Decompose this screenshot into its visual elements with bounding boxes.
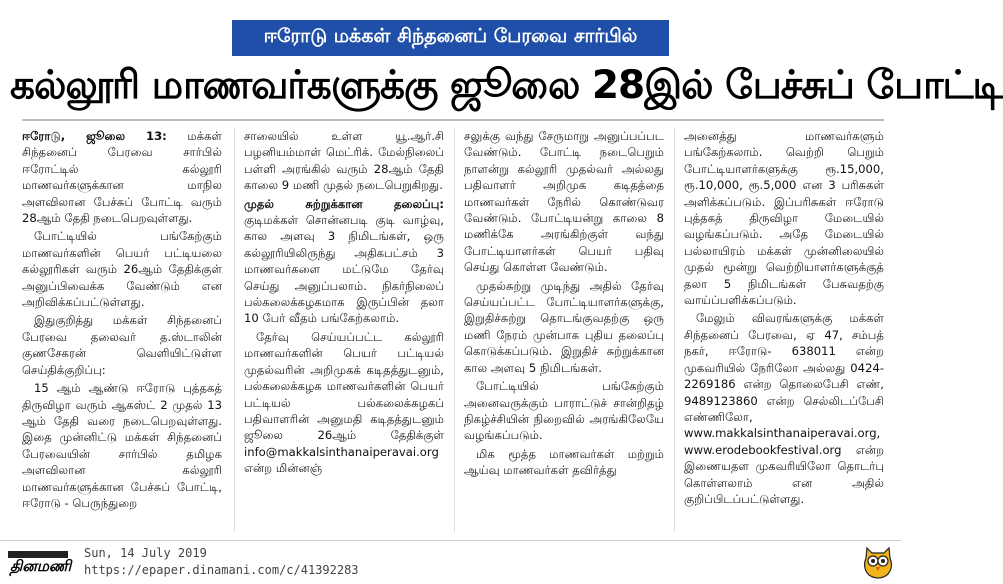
paragraph: சாலையில் உள்ள யூ.ஆர்.சி பழனியம்மாள் மெட்ரிக். மேல்நிலைப் பள்ளி அரங்கில் வரும் 28ஆம் தேதி காலை 9 மணி முதல் நடைபெறுகிறது. xyxy=(244,129,444,193)
paragraph: அனைத்து மாணவர்களும் பங்கேற்கலாம். வெற்றி பெறும் போட்டியாளர்களுக்கு ரூ.15,000, ரூ.10,000, ரூ.5,000 என 3 பரிசுகள் அளிக்கப்படும். இப்பரிசுகள் ஈரோடு புத்தகத் திருவிழா மேடையில் வழங்கப்படும். அதே மேடையில் பல்லாயிரம் மக்கள் முன்னிலையில் முதல் மூன்று வெற்றியாளர்களுக்குத் தலா 5 நிமிடங்கள் பேசுவதற்கு வாய்ப்பளிக்கப்படும். xyxy=(684,129,884,308)
kicker-banner: ஈரோடு மக்கள் சிந்தனைப் பேரவை சார்பில் xyxy=(232,20,670,56)
email-address: info@makkalsinthanaiperavai.org xyxy=(244,444,439,459)
paragraph: சலுக்கு வந்து சேருமாறு அனுப்பப்பட வேண்டும். போட்டி நடைபெறும் நாளன்று கல்லூரி முதல்வர் அல்லது பதிவாளர் அறிமுக கடிதத்தை மாணவர்கள் நேரில் கொண்டுவர வேண்டும். போட்டியன்று காலை 8 மணிக்கே அரங்கிற்குள் வந்து போட்டியாளர்கள் பெயர் பதிவு செய்து கொள்ள வேண்டும். xyxy=(464,129,664,275)
owl-logo-icon xyxy=(861,544,895,580)
paragraph: தேர்வு செய்யப்பட்ட கல்லூரி மாணவர்களின் பெயர் பட்டியல் முதல்வரின் அறிமுகக் கடிதத்துடனும், பல்கலைக்கழக மாணவர்களின் பெயர் பட்டியல் பல்கலைக்கழகப் பதிவாளரின் அனுமதி கடிதத்துடனும் ஜூலை 26ஆம் தேதிக்குள் xyxy=(244,329,444,443)
paragraph: குடிமக்கள் சொன்னபடி குடி வாழ்வு, கால அளவு 3 நிமிடங்கள், ஒரு கல்லூரியிலிருந்து அதிகபட்சம் 3 மாணவர்களை மட்டுமே தேர்வு செய்து அனுப்பலாம். நிகர்நிலைப் பல்கலைக்கழகமாக இருப்பின் தலா 10 பேர் வீதம் பங்கேற்கலாம். xyxy=(244,213,444,326)
paragraph: மிக மூத்த மாணவர்கள் மற்றும் ஆய்வு மாணவர்கள் தவிர்த்து xyxy=(464,446,664,478)
subhead: முதல் சுற்றுக்கான தலைப்பு: xyxy=(244,196,444,211)
epaper-url[interactable]: https://epaper.dinamani.com/c/41392283 xyxy=(84,563,359,577)
paragraph: மக்கள் சிந்தனைப் பேரவை சார்பில் ஈரோட்டில் கல்லூரி மாணவர்களுக்கான மாநில அளவிலான பேச்சுப் போட்டி வரும் 28ஆம் தேதி நடைபெறவுள்ளது. xyxy=(22,129,222,226)
column-1 xyxy=(22,128,222,532)
website-link: www.erodebookfestival.org xyxy=(684,442,842,457)
paragraph: இதுகுறித்து மக்கள் சிந்தனைப் பேரவை தலைவர் த.ஸ்டாலின் குணசேகரன் வெளியிட்டுள்ள செய்திக்குறிப்பு: xyxy=(22,313,222,377)
headline: கல்லூரி மாணவர்களுக்கு ஜூலை 28இல் பேச்சுப் போட்டி xyxy=(10,63,1003,108)
column-4 xyxy=(684,128,884,532)
paragraph: என்ற மின்னஞ் xyxy=(244,461,323,476)
column-divider xyxy=(674,128,675,532)
paragraph: 15 ஆம் ஆண்டு ஈரோடு புத்தகத் திருவிழா வரும் ஆகஸ்ட் 2 முதல் 13 ஆம் தேதி வரை நடைபெறவுள்ளது. இதை முன்னிட்டு மக்கள் சிந்தனைப் பேரவையின் சார்பில் தமிழக அளவிலான கல்லூரி மாணவர்களுக்கான பேச்சுப் போட்டி, ஈரோடு - பெருந்துறை xyxy=(22,381,222,510)
dateline: ஈரோடு, ஜூலை 13: xyxy=(22,129,167,143)
column-divider xyxy=(454,128,455,532)
footer xyxy=(0,540,901,584)
top-divider xyxy=(22,119,884,121)
kicker-banner-wrap xyxy=(0,20,901,56)
publication-date: Sun, 14 July 2019 xyxy=(84,546,207,560)
website-link: www.makkalsinthanaiperavai.org, xyxy=(684,426,881,441)
paragraph: மேலும் விவரங்களுக்கு மக்கள் சிந்தனைப் பேரவை, ஏ 47, சம்பத் நகர், ஈரோடு- 638011 என்ற முகவரியில் நேரிலோ அல்லது 0424-2269186 என்ற தொலைபேசி எண், 9489123860 என்ற செல்லிடப்பேசி எண்ணிலோ, xyxy=(684,311,884,424)
paragraph: போட்டியில் பங்கேற்கும் மாணவர்களின் பெயர் பட்டியலை கல்லூரிகள் வரும் 26ஆம் தேதிக்குள் அனுப்பிவைக்க வேண்டும் என அறிவிக்கப்பட்டுள்ளது. xyxy=(22,229,222,310)
column-divider xyxy=(234,128,235,532)
paragraph: போட்டியில் பங்கேற்கும் அனைவருக்கும் பாராட்டுச் சான்றிதழ் நிகழ்ச்சியின் நிறைவில் அரங்கிலேயே வழங்கப்படும். xyxy=(464,379,664,443)
article-body xyxy=(22,128,884,532)
logo-text: தினமணி xyxy=(10,557,72,575)
column-2 xyxy=(244,128,444,532)
dinamani-logo xyxy=(8,551,72,575)
paragraph: முதல்சுற்று முடிந்து அதில் தேர்வு செய்யப்பட்ட போட்டியாளர்களுக்கு, இறுதிச்சுற்று தொடங்குவதற்கு ஒரு மணி நேரம் முன்பாக புதிய தலைப்பு கொடுக்கப்படும். இறுதிச் சுற்றுக்கான கால அளவு 5 நிமிடங்கள். xyxy=(464,278,664,375)
paragraph: என்ற இணையதள முகவரியிலோ தொடர்பு கொள்ளலாம் என அதில் குறிப்பிடப்பட்டுள்ளது. xyxy=(684,442,884,506)
column-3 xyxy=(464,128,664,532)
